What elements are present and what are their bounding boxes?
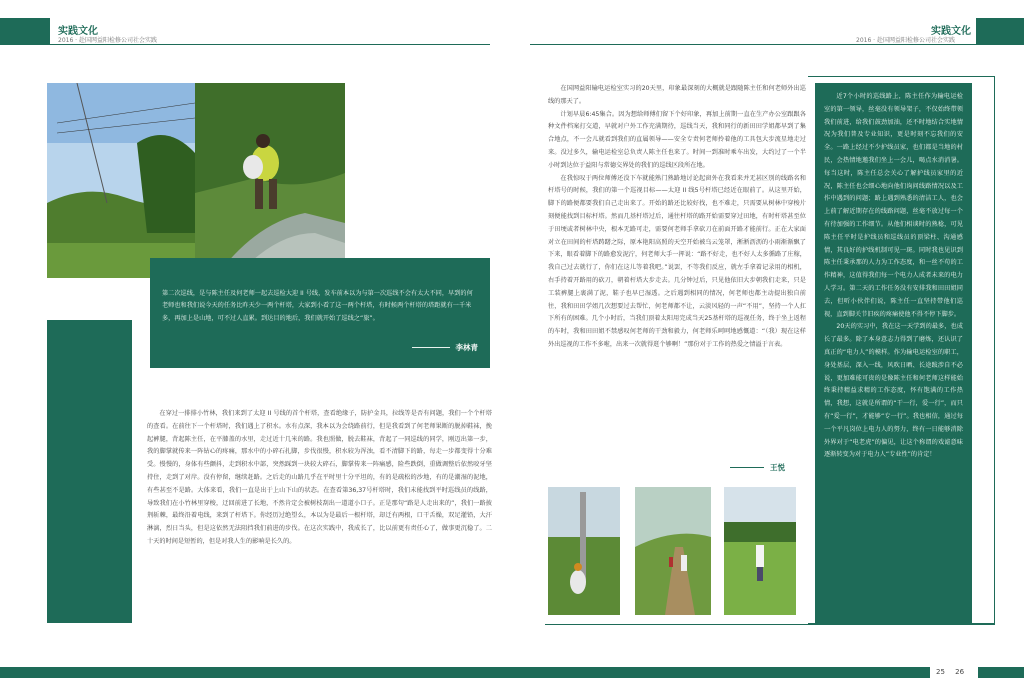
photo-pole-field xyxy=(548,487,620,615)
header-subtitle-right: 2016 · 赴国网益阳检修公司社会实践 xyxy=(856,37,955,44)
header-subtitle-left: 2016 · 赴国网益阳检修公司社会实践 xyxy=(58,37,157,44)
page-number-left: 25 xyxy=(936,668,945,676)
photo-power-line-sky xyxy=(47,83,195,278)
left-accent-bar xyxy=(47,320,132,623)
right-paragraph-2: 20天的实习中，我在这一天学到的最多，也成长了最多。除了本身意志力得到了磨炼，还认识了真正的“电力人”的模样。作为输电运检室的职工，身处基层，深入一线，风吹日晒、长途跋涉自不必说，更加难能可贵的是像陈主任和何老师这样能始终秉持精益求精的工作态度，怀有饱满的工作热情，我想，这就是所谓的“干一行，爱一行”，而只有“爱一行”，才能够“专一行”。我也相信，通过每一个平凡岗位上电力人的努力，终有一日能够消除外界对于“电老虎”的偏见，让这个称谓的戏谑意味逐渐转变为对于电力人“专业性”的肯定！ xyxy=(824,323,963,459)
quote-author-dash xyxy=(412,347,450,348)
page-number-right: 26 xyxy=(955,668,965,676)
header-bar-left xyxy=(0,18,50,45)
quote-author-name: 李林青 xyxy=(455,342,478,352)
photo-forest-path xyxy=(635,487,711,615)
middle-author-dash xyxy=(730,467,764,468)
footer-bar-left xyxy=(0,667,930,678)
header-title-left: 实践文化 xyxy=(58,26,98,37)
photo-rice-field xyxy=(724,487,796,615)
right-text-box xyxy=(815,83,972,623)
footer-bar-right xyxy=(978,667,1024,678)
right-frame-bottom-line xyxy=(545,624,995,625)
quote-box xyxy=(150,258,490,368)
left-paragraph: 在穿过一排排小竹林，我们来到了太迎 II 号线的首个杆塔，查看绝缘子，防护金具，拉线等是否有问题，我们一个个杆塔的查看。在前往下一个杆塔时，我们遇上了积水。水有点深，我本以为会绕路前行，但是我看到了何老师果断的脱掉鞋袜，挽起裤腿，背起陈主任，在平膝盖的水里，走过近十几米的路。我也照做，脱去鞋袜，背起了一同巡线的同学，刚迈出第一步，我的脚掌就传来一阵钻心的疼痛，那水中的小碎石扎脚，步伐很慢，积水较为浑浊，看不清脚下的路，每走一步都变得十分难受。慢慢的，身体有些颤抖，走到积水中部，突然踩到一块较大碎石，脚掌传来一阵痛感，险些跌倒，重做调整后依然咬牙坚持住，走到了对岸。没有停留，继续赶路。之后走的山路几乎在平时里十分平坦的，有的是疏松的沙地，有的是潮湿的泥地，有些甚至不是路。大体来看，我们一直是出于上山下山的状态。在查看第36,37号杆塔时，我们未能找到平时巡线员的线路，导致我们在小竹林里穿梭，迂回前进了长地，不然肯定会被树枝刮出一道道小口子。正是那句“路是人走出来的”，我们一路披荆斩棘，最终沿着电线，来到了杆塔下。你经历过绝望么，本以为是最后一根杆塔，却迁有两根，口干舌燥，双足灌铅，大汗淋漓，烈日当头，但是这依然无法阻挡我们前进的步伐。在这次实践中，我成长了，比以前更有责任心了，做事更沉稳了。二十天的时间是短暂的，但是对我人生的影响是长久的。 xyxy=(147,410,492,545)
quote-author xyxy=(412,342,479,354)
middle-paragraph-1: 在国网益阳输电运检室实习的20天里，印象最深刻的大概就是跟随陈主任和何老师外出巡线的那天了。 xyxy=(548,85,806,105)
middle-paragraph-2: 计划早晨6:45集合。因为想给师傅们留下个好印象，再加上前期一直在生产办公室跟跟各种文件档案打交道，早就对户外工作充满期待，巡线当天，我和同行的新田田学姐都早到了集合地点，不一会儿就看到我们的直属领导——安全专责何老师拎着他的工具包大步流星地走过来。没过多久，输电运检室总负责人陈主任也来了。时间一到准时乘车出发，大约过了一个半小时到达位于益阳与常德交界处的我们的巡线区段所在地。 xyxy=(548,110,806,169)
header-bar-right xyxy=(976,18,1024,45)
header-rule-right xyxy=(530,44,976,45)
quote-text: 第二次巡线，是与陈主任及何老师一起去巡检大迎 II 号线，发车前本以为与第一次巡线不会有太大不同，早到的何老师也和我们说今天的任务比昨天少一两个杆塔，大家到小看了这一两个杆塔，有时候两个杆塔的塔距就有一千米多，再加上是山地，可不过人直累。到达目的地后，我们就开始了巡线之“旅”。 xyxy=(162,290,473,322)
header-rule-left xyxy=(50,44,490,45)
left-body-text xyxy=(147,408,492,623)
right-paragraph-1: 近7个小时的巡线路上，陈主任作为输电运检室的第一领导，丝毫没有领导架子，不仅始终带领我们前进，给我们鼓劲加油，还不时地结合实地情况为我们普及专业知识，更是时刻不忘我们的安全。一路上经过不少护线员家，也们都是当地的村民，会热情地邀我们坐上一会儿，喝点水消消暑。每当这时，陈主任总会关心了解护线员家里的近况，陈主任也会细心地向他们询问线路情况以及工作中遇到的问题；路上遇到熟悉的清洁工人，也会上前了解近期存在的线路问题，丝毫不放过每一个有待加强的工作细节。从他们相谈时的熟稔，可见陈主任平时是护线员和巡线员的顶梁柱、沟通感情，其良好的护线机制可见一斑。同时我也见识到陈主任秉承那的人力为工作态度，和一丝不苟的工作精神，这值得我们每一个电力人成者未来的电力人学习。第二天的工作任务没有安排我和田田姐同去，但听小伙伴们说，陈主任一直坚持带他们巡视，直到脚关节旧疾的疼痛使他不得不停下脚步。 xyxy=(824,93,963,318)
middle-author xyxy=(730,462,785,473)
page-numbers xyxy=(936,668,972,676)
middle-body-text xyxy=(548,83,806,459)
header-title-right: 实践文化 xyxy=(931,26,971,37)
middle-author-name: 王悦 xyxy=(770,463,785,472)
photo-wading-stream xyxy=(195,83,345,278)
middle-paragraph-3: 在我惊叹于两位师傅还没下车就能熟门熟路地讨论起窗外在我看来并无甚区别的线路名和杆塔号的时候，我们的第一个巡视目标——太迎 II 线5号杆塔已经近在眼前了。从这里开始，脚下的路便都要我们自己走出来了。开始的路还比较好找，也不难走，只需要从树林中穿梭片刻便能找到目标杆塔。然而几基杆塔过后，通往杆塔的路开始需要穿过田地，有时杆塔甚至位于田埂或者树林中央，根本无路可走，需要何老师手拿砍刀在前面开路才能前行。正在大家面对立在田间的杆塔踌躇之际，原本艳阳高照的天空开始被乌云笼罩，淅淅沥沥的小雨渐渐飘了下来，眼看着脚下的路愈发泥泞，何老师大手一挥说：“路不好走，也不好人太多循路了庄稼，我自己过去就行了，你们在这儿等着我吧。”说罢，不等我们反应，就左手拿着记录用的相机，右手持着开路用的砍刀，朝着杆塔大步走去。几分钟过后，只见他依旧大步朝我们走来，只是工装裤腿上裹满了泥，鞋子也早已湿透。之后遇到相同的情况，何老师也都主动提出独自前往，我和田田学姐几次想要过去帮忙，何老师都不让，云淡风轻的一声“不用”，坚持一个人扛下所有的困难。几个小时后，当我们顶着太阳用完成当天25基杆塔的巡视任务，终于坐上返程的车时，我和田田姐不禁感叹何老师的干劲和毅力，何老师乐呵呵地感慨道：“（我）现在这样外出巡视的工作不多啦，出来一次就得逛个够啊！”那份对于工作的热爱之情溢于言表。 xyxy=(548,174,806,348)
